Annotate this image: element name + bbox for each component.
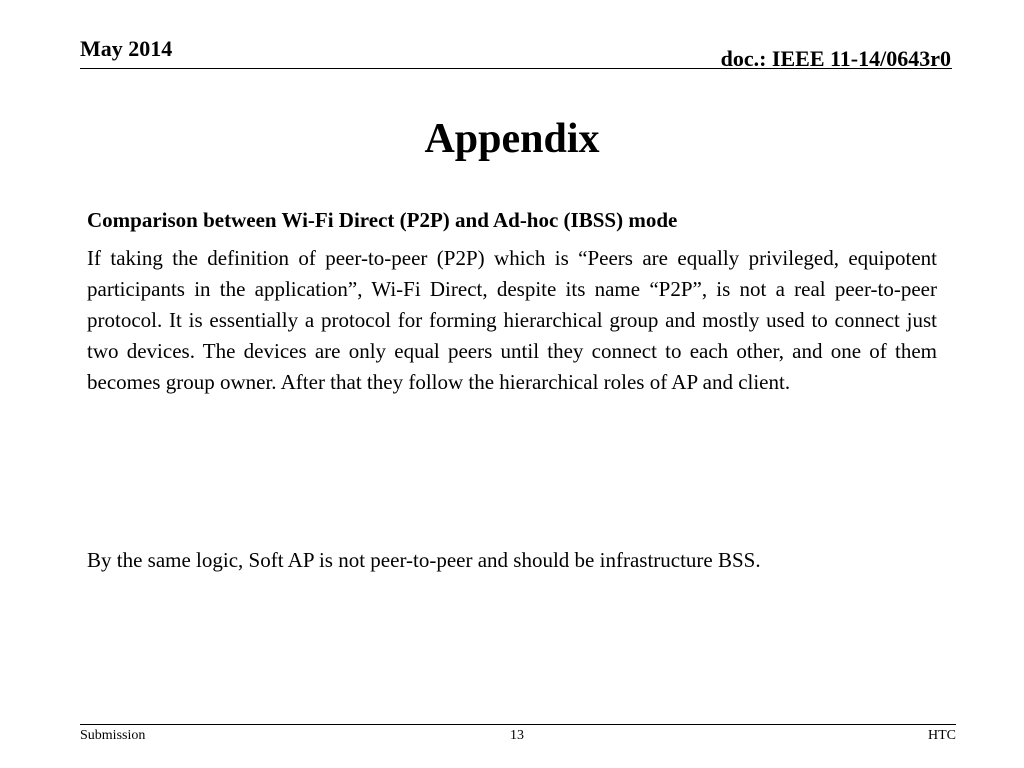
footer-page-number: 13	[510, 728, 524, 743]
body-paragraph-2: By the same logic, Soft AP is not peer-to-peer and should be infrastructure BSS.	[87, 548, 761, 572]
slide-title: Appendix	[424, 116, 600, 162]
footer-company: HTC	[928, 728, 956, 743]
header-divider	[80, 68, 952, 69]
slide-body	[87, 207, 937, 398]
footer-divider	[80, 724, 956, 725]
footer-submission: Submission	[80, 728, 146, 743]
header-doc-id: doc.: IEEE 11-14/0643r0	[720, 46, 951, 71]
body-paragraph-1: If taking the definition of peer-to-peer (P2P) which is “Peers are equally privileged, equipotent participants in the application”, Wi-Fi Direct, despite its name “P2P”, is not a real peer-to-peer protocol. It is essentially a protocol for forming hierarchical group and mostly used to connect just two devices. The devices are only equal peers until they connect to each other, and one of them becomes group owner. After that they follow the hierarchical roles of AP and client.	[87, 246, 937, 394]
section-subheading: Comparison between Wi-Fi Direct (P2P) and Ad-hoc (IBSS) mode	[87, 208, 678, 232]
header-date: May 2014	[80, 36, 173, 61]
